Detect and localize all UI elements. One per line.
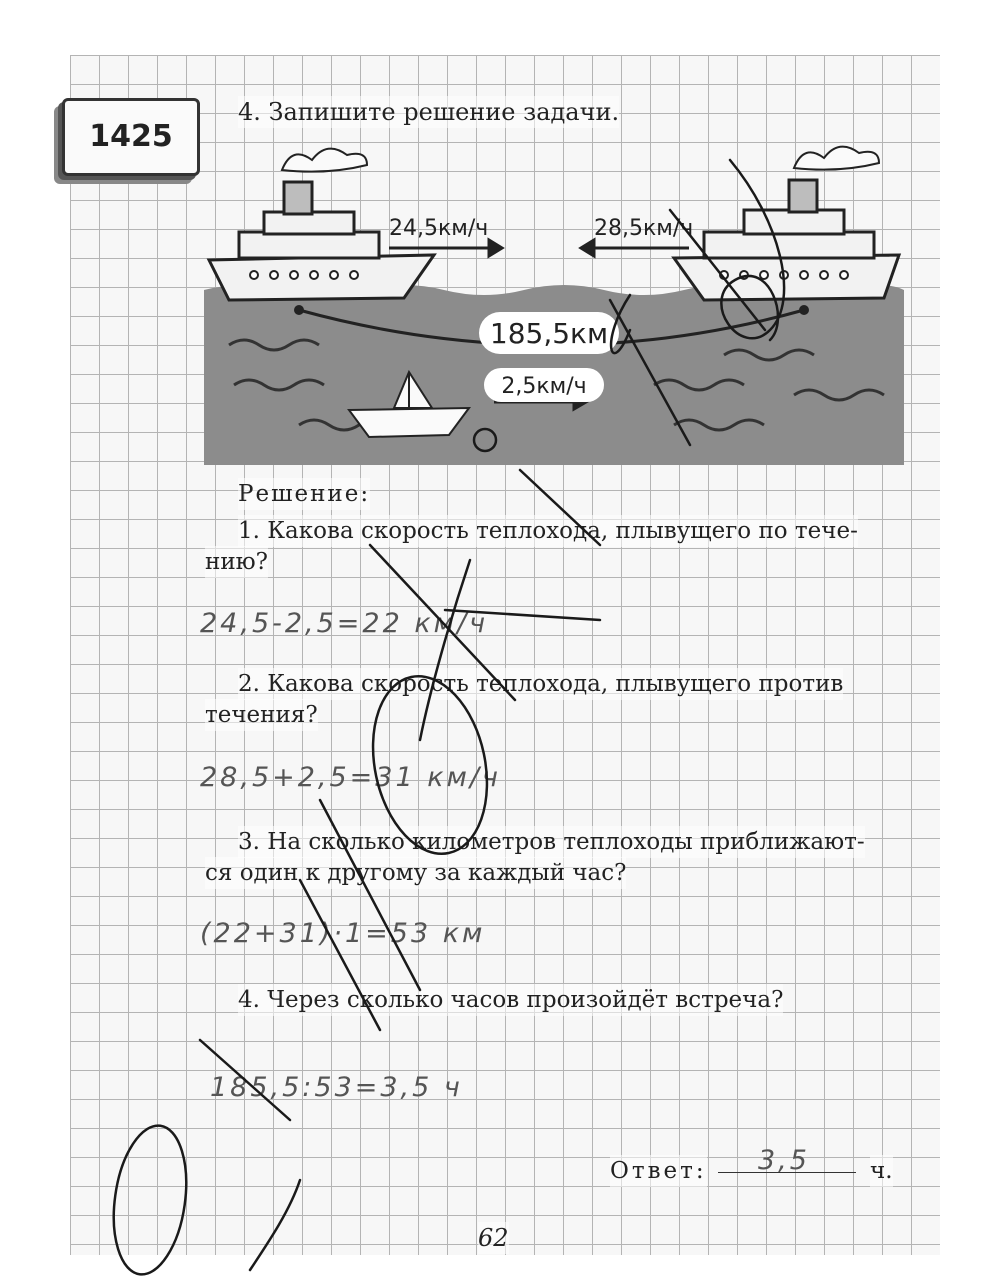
answer-3-handwritten: (22+31)·1=53 км	[200, 918, 486, 949]
current-speed-label: 2,5км/ч	[501, 374, 587, 399]
question-2-line-2: течения?	[205, 699, 318, 731]
page-number: 62	[478, 1224, 509, 1252]
question-3-line-1: 3. На сколько километров теплоходы приближают-	[238, 826, 865, 858]
answer-unit: ч.	[870, 1155, 893, 1187]
answer-4-handwritten: 185,5:53=3,5 ч	[210, 1072, 463, 1103]
question-2-line-1: 2. Какова скорость теплохода, плывущего против	[238, 668, 843, 700]
answer-2-handwritten: 28,5+2,5=31 км/ч	[200, 762, 501, 793]
question-1-line-2: нию?	[205, 546, 268, 578]
speed-right-label: 28,5км/ч	[594, 216, 694, 241]
answer-value: 3,5	[758, 1145, 810, 1176]
speed-left-label: 24,5км/ч	[389, 216, 489, 241]
task-heading: 4. Запишите решение задачи.	[238, 98, 620, 126]
answer-1-handwritten: 24,5-2,5=22 км/ч	[200, 608, 489, 639]
question-3-line-2: ся один к другому за каждый час?	[205, 857, 626, 889]
question-4-line-1: 4. Через сколько часов произойдёт встреча?	[238, 984, 783, 1016]
distance-label: 185,5км	[489, 317, 609, 350]
task-number: 1425	[89, 119, 173, 154]
answer-label: Ответ:	[610, 1155, 707, 1187]
question-1-line-1: 1. Какова скорость теплохода, плывущего по тече-	[238, 515, 858, 547]
solution-title: Решение:	[238, 478, 370, 510]
